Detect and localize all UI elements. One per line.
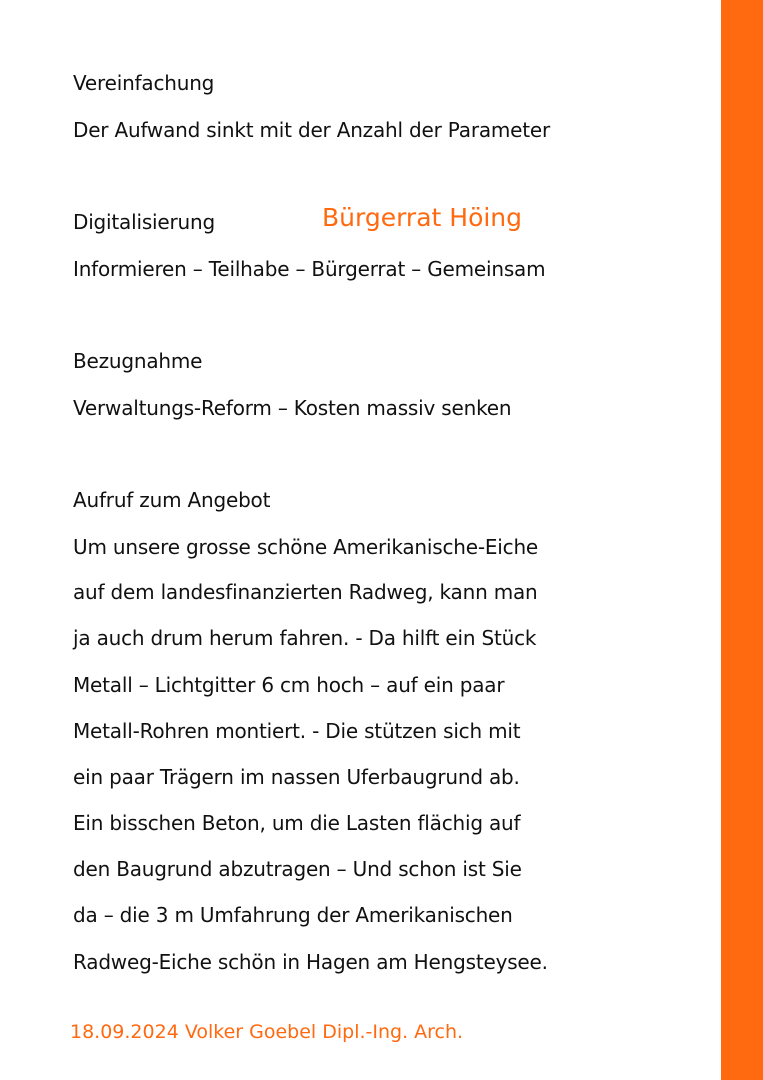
heading-aufruf: Aufruf zum Angebot <box>73 488 271 512</box>
heading-vereinfachung: Vereinfachung <box>73 71 215 95</box>
text-line: Metall-Rohren montiert. - Die stützen sich mit <box>73 719 521 743</box>
text-line: Verwaltungs-Reform – Kosten massiv senken <box>73 396 512 420</box>
text-line: ja auch drum herum fahren. - Da hilft ein Stück <box>73 626 537 650</box>
text-line: Der Aufwand sinkt mit der Anzahl der Parameter <box>73 118 551 142</box>
text-line: Um unsere grosse schöne Amerikanische-Eiche <box>73 535 539 559</box>
text-line: Metall – Lichtgitter 6 cm hoch – auf ein paar <box>73 673 505 697</box>
text-line: da – die 3 m Umfahrung der Amerikanischen <box>73 903 513 927</box>
text-line: Ein bisschen Beton, um die Lasten flächig auf <box>73 811 521 835</box>
orange-side-bar <box>721 0 763 1080</box>
footer-signature: 18.09.2024 Volker Goebel Dipl.-Ing. Arch. <box>70 1021 464 1043</box>
text-line: auf dem landesfinanzierten Radweg, kann man <box>73 580 538 604</box>
heading-digitalisierung: Digitalisierung <box>73 210 215 234</box>
text-line: ein paar Trägern im nassen Uferbaugrund ab. <box>73 765 520 789</box>
document-title: Bürgerrat Höing <box>322 203 523 232</box>
text-line: den Baugrund abzutragen – Und schon ist Sie <box>73 857 522 881</box>
heading-bezugnahme: Bezugnahme <box>73 349 203 373</box>
text-line: Informieren – Teilhabe – Bürgerrat – Gemeinsam <box>73 257 546 281</box>
text-line: Radweg-Eiche schön in Hagen am Hengsteysee. <box>73 950 548 974</box>
